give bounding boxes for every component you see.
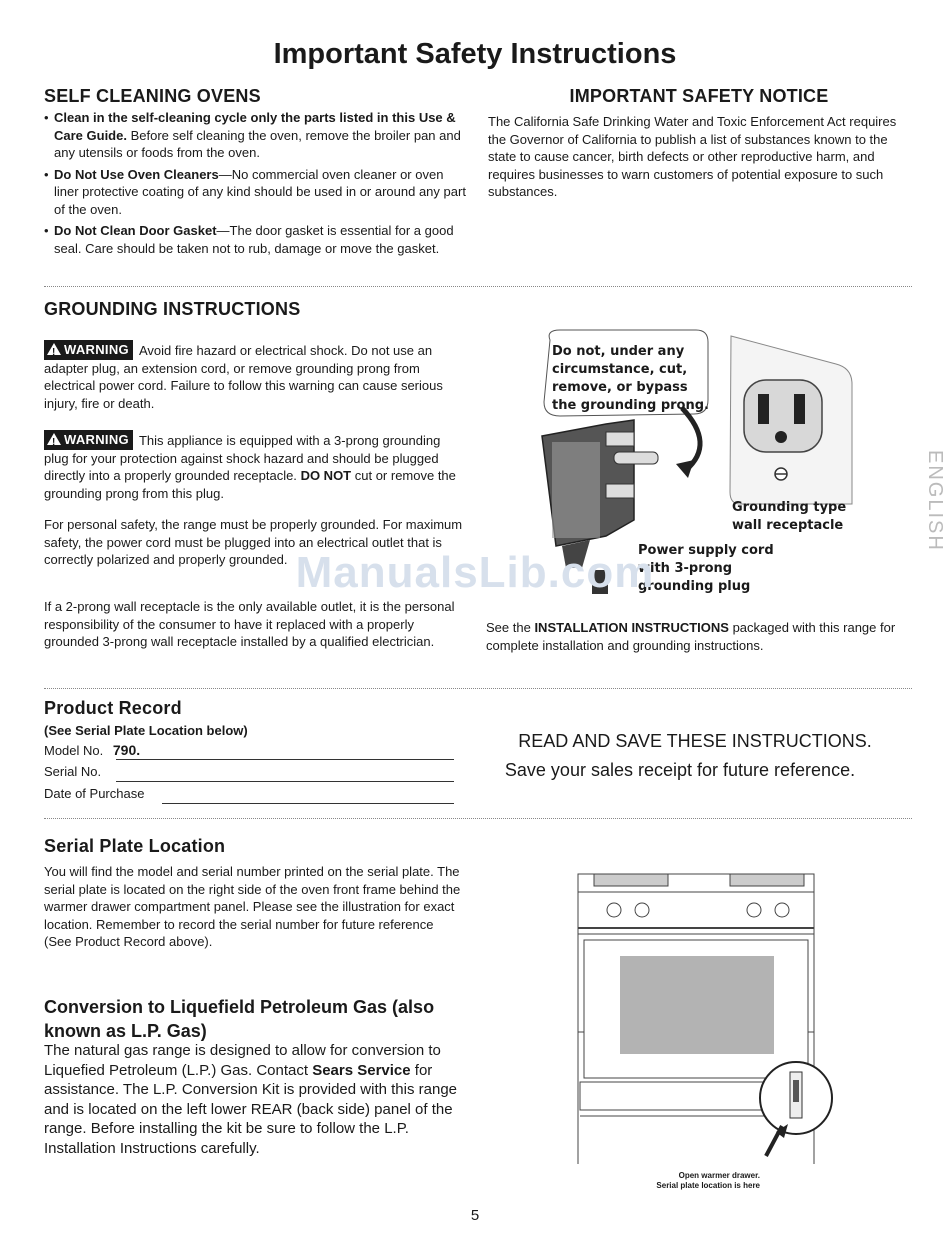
serial-plate-caption: Open warmer drawer. Serial plate location is here bbox=[656, 1171, 760, 1190]
lp-gas-text: The natural gas range is designed to allow for conversion to Liquefied Petroleum (L.P.) Gas. Contact Sears Service for assistance. The L.P. Conversion Kit is provided with this range and is located on the left lower REAR (back side) panel of the range. Before installing the kit be sure to follow the L.P. Installation Instructions carefully. bbox=[44, 1042, 457, 1157]
safety-notice-heading: IMPORTANT SAFETY NOTICE bbox=[569, 86, 829, 106]
divider bbox=[44, 286, 912, 287]
plug-label: Power supply cord with 3-prong grounding plug bbox=[638, 543, 774, 594]
grounding-para-2: If a 2-prong wall receptacle is the only available outlet, it is the personal responsibility of the consumer to have it replaced with a properly grounded 3-prong wall receptacle installed by a qualified electrician. bbox=[44, 599, 455, 649]
divider bbox=[44, 688, 912, 689]
serial-plate-heading: Serial Plate Location bbox=[44, 836, 226, 856]
page-number: 5 bbox=[470, 1207, 480, 1224]
list-item: • Do Not Clean Door Gasket—The door gasket is essential for a good seal. Care should be taken not to rub, damage or move the gasket. bbox=[44, 222, 466, 257]
list-item: • Do Not Use Oven Cleaners—No commercial oven cleaner or oven liner protective coating of any kind should be used in or around any part of the oven. bbox=[44, 166, 466, 219]
warning-badge: !WARNING bbox=[44, 430, 133, 450]
watermark: ManualsLib.com bbox=[295, 548, 655, 597]
serial-plate-text: You will find the model and serial number printed on the serial plate. The serial plate is located on the right side of the oven front frame behind the warmer drawer compartment panel. Please see the illustration for exact location. Remember to record the serial number for future reference (See Product Record above). bbox=[44, 864, 461, 949]
receptacle-label: Grounding type wall receptacle bbox=[732, 500, 847, 533]
grounding-heading: GROUNDING INSTRUCTIONS bbox=[44, 299, 301, 319]
self-cleaning-list bbox=[44, 109, 466, 261]
self-cleaning-heading: SELF CLEANING OVENS bbox=[44, 86, 261, 106]
warning-badge: !WARNING bbox=[44, 340, 133, 360]
installation-note: See the INSTALLATION INSTRUCTIONS packaged with this range for complete installation and grounding instructions. bbox=[486, 620, 896, 653]
product-record-heading: Product Record bbox=[44, 698, 182, 718]
lp-gas-heading: Conversion to Liquefield Petroleum Gas (also known as L.P. Gas) bbox=[44, 997, 435, 1041]
grounding-para-1: For personal safety, the range must be properly grounded. For maximum safety, the power cord must be plugged into an electrical outlet that is correctly polarized and properly grounded. bbox=[44, 517, 463, 567]
warning-triangle-icon bbox=[47, 343, 61, 355]
product-record-subheading: (See Serial Plate Location below) bbox=[44, 723, 248, 738]
grounding-warning-2: !WARNING This appliance is equipped with a 3-prong grounding plug for your protection against shock hazard and should be plugged directly into a properly grounded receptacle. DO NOT cut or remove the grounding prong from this plug. bbox=[44, 430, 468, 502]
range-illustration bbox=[570, 864, 840, 1164]
serial-number-row: Serial No. bbox=[44, 764, 454, 786]
page-title: Important Safety Instructions bbox=[273, 38, 677, 70]
date-of-purchase-row: Date of Purchase bbox=[44, 786, 454, 808]
language-tab: ENGLISH bbox=[924, 450, 946, 552]
grounding-warning-1: !WARNING Avoid fire hazard or electrical shock. Do not use an adapter plug, an extension cord, or remove grounding prong from electrical power cord. Failure to follow this warning can cause serious injury, fire or death. bbox=[44, 340, 468, 412]
warning-triangle-icon bbox=[47, 433, 61, 445]
model-number-value: 790. bbox=[112, 742, 141, 758]
product-record-fields bbox=[44, 742, 454, 808]
divider bbox=[44, 818, 912, 819]
list-item: • Clean in the self-cleaning cycle only the parts listed in this Use & Care Guide. Before self cleaning the oven, remove the broiler pan and any utensils or foods from the oven. bbox=[44, 109, 466, 162]
grounding-callout: Do not, under any circumstance, cut, remove, or bypass the grounding prong. bbox=[552, 344, 709, 413]
safety-notice-text: The California Safe Drinking Water and Toxic Enforcement Act requires the Governor of California to publish a list of substances known to the state to cause cancer, birth defects or other reproductive harm, and requires businesses to warn customers of potential exposure to such substances. bbox=[488, 114, 897, 199]
model-number-row: Model No. 790. bbox=[44, 742, 454, 764]
read-save-notice: READ AND SAVE THESE INSTRUCTIONS. bbox=[518, 731, 872, 751]
receipt-notice: Save your sales receipt for future reference. bbox=[504, 760, 856, 780]
